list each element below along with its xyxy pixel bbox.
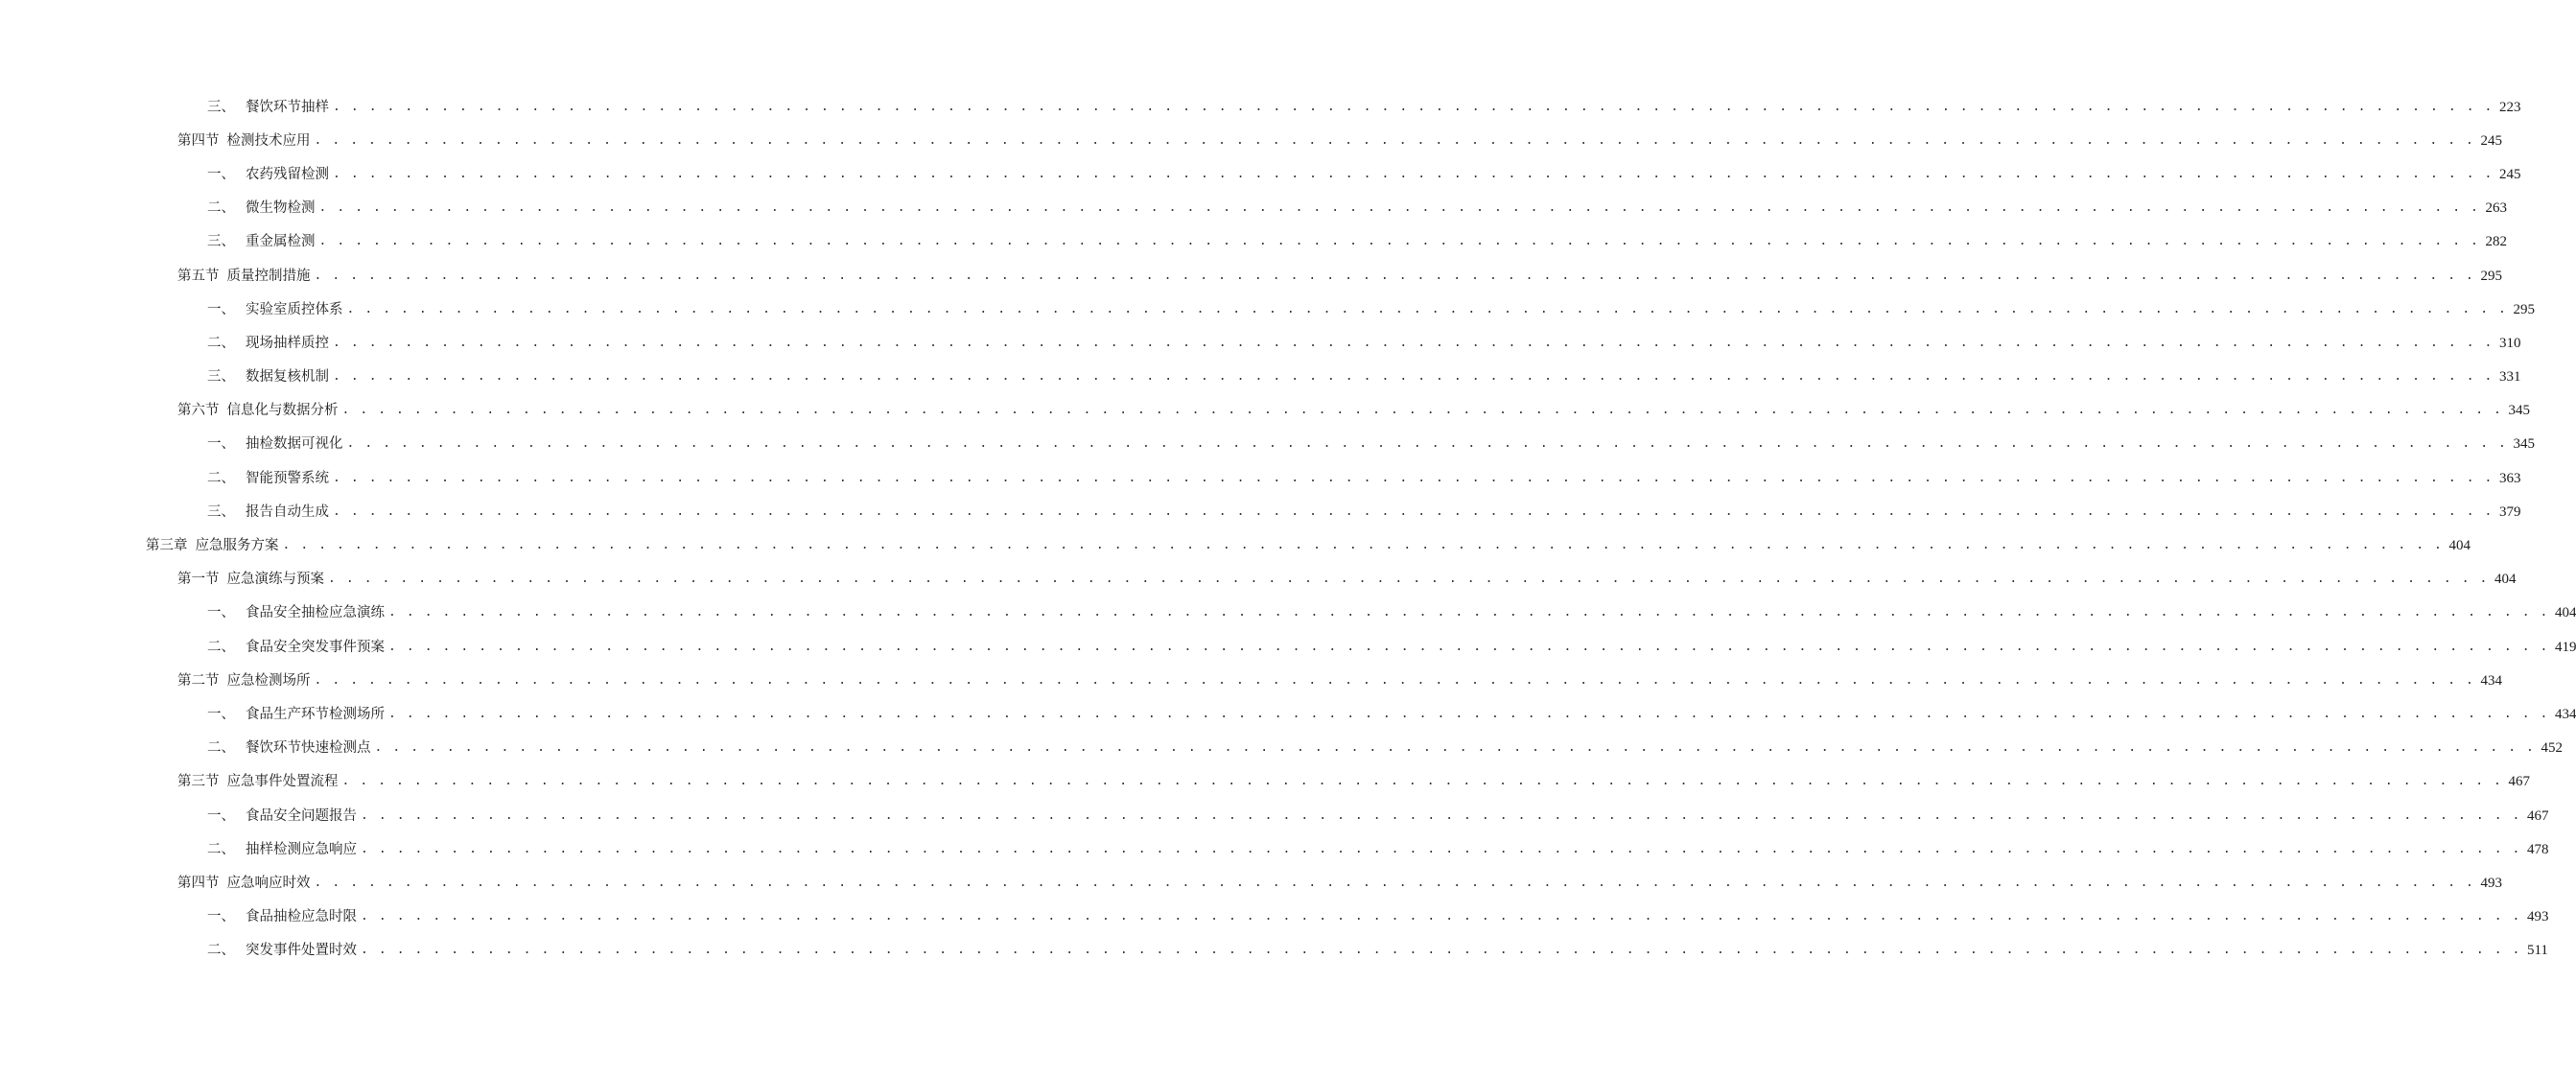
toc-entry-section[interactable] (0, 563, 2517, 596)
toc-entry-page: 493 (2480, 875, 2502, 891)
toc-entry-number: 二、 (207, 470, 235, 486)
toc-entry-page: 331 (2498, 369, 2521, 386)
toc-entry-section[interactable] (0, 394, 2530, 428)
toc-entry-title: 智能预警系统 (246, 470, 329, 486)
toc-entry-page: 245 (2480, 132, 2502, 149)
toc-entry-number: 三、 (207, 99, 235, 115)
toc-entry-page: 404 (2554, 605, 2576, 621)
toc-entry-title: 餐饮环节快速检测点 (246, 740, 371, 757)
toc-entry-number: 三、 (207, 234, 235, 250)
toc-entry-page: 310 (2498, 335, 2521, 351)
toc-entry-page: 511 (2526, 943, 2548, 959)
toc-entry-title: 食品生产环节检测场所 (246, 706, 385, 722)
toc-dot-leader: . . . . . . . . . . . . . . . . . . . . . . . . . . . . . . . . . . . . . . . . . . . . . . . . . . . . . . . . . . . . . . . . . . . . . . . . . . . . . . . . . . . . . . . . . . . . . . . . . . . . . . . . . . . . . . . . . . . . . . . . (361, 807, 2521, 823)
toc-entry-section[interactable] (0, 765, 2530, 799)
toc-dot-leader: . . . . . . . . . . . . . . . . . . . . . . . . . . . . . . . . . . . . . . . . . . . . . . . . . . . . . . . . . . . . . . . . . . . . . . . . . . . . . . . . . . . . . . . . . . . . . . . . . . . . . . . . . . . . . . . . . . . . . . . . (388, 605, 2549, 620)
toc-entry-title: 食品抽检应急时限 (246, 909, 357, 925)
toc-entry-number: 一、 (207, 909, 235, 925)
toc-dot-leader: . . . . . . . . . . . . . . . . . . . . . . . . . . . . . . . . . . . . . . . . . . . . . . . . . . . . . . . . . . . . . . . . . . . . . . . . . . . . . . . . . . . . . . . . . . . . . . . . . . . . . . . . . . . . . . . . . . . . . . . . (346, 436, 2508, 452)
toc-entry-page: 363 (2498, 470, 2521, 486)
toc-dot-leader: . . . . . . . . . . . . . . . . . . . . . . . . . . . . . . . . . . . . . . . . . . . . . . . . . . . . . . . . . . . . . . . . . . . . . . . . . . . . . . . . . . . . . . . . . . . . . . . . . . . . . . . . . . . . . . . . . . . . . . . . (346, 301, 2508, 316)
toc-entry-number: 一、 (207, 436, 235, 453)
toc-entry-number: 三、 (207, 369, 235, 386)
toc-dot-leader: . . . . . . . . . . . . . . . . . . . . . . . . . . . . . . . . . . . . . . . . . . . . . . . . . . . . . . . . . . . . . . . . . . . . . . . . . . . . . . . . . . . . . . . . . . . . . . . . . . . . . . . . . . . . . . . . . . . . . . . . (361, 943, 2521, 958)
toc-entry-item[interactable] (0, 697, 2576, 731)
toc-dot-leader: . . . . . . . . . . . . . . . . . . . . . . . . . . . . . . . . . . . . . . . . . . . . . . . . . . . . . . . . . . . . . . . . . . . . . . . . . . . . . . . . . . . . . . . . . . . . . . . . . . . . . . . . . . . . . . . . . . . . . . . . (341, 774, 2503, 789)
toc-dot-leader: . . . . . . . . . . . . . . . . . . . . . . . . . . . . . . . . . . . . . . . . . . . . . . . . . . . . . . . . . . . . . . . . . . . . . . . . . . . . . . . . . . . . . . . . . . . . . . . . . . . . . . . . . . . . . . . . . . . . . . . . (318, 234, 2480, 249)
toc-entry-section[interactable] (0, 259, 2502, 292)
toc-entry-number: 第五节 (177, 268, 220, 284)
toc-dot-leader: . . . . . . . . . . . . . . . . . . . . . . . . . . . . . . . . . . . . . . . . . . . . . . . . . . . . . . . . . . . . . . . . . . . . . . . . . . . . . . . . . . . . . . . . . . . . . . . . . . . . . . . . . . . . . . . . . . . . . . . . (318, 200, 2480, 216)
toc-entry-title: 重金属检测 (246, 234, 316, 250)
toc-entry-page: 345 (2513, 436, 2535, 453)
toc-dot-leader: . . . . . . . . . . . . . . . . . . . . . . . . . . . . . . . . . . . . . . . . . . . . . . . . . . . . . . . . . . . . . . . . . . . . . . . . . . . . . . . . . . . . . . . . . . . . . . . . . . . . . . . . . . . . . . . . . . . . . . . . (314, 268, 2475, 283)
toc-dot-leader: . . . . . . . . . . . . . . . . . . . . . . . . . . . . . . . . . . . . . . . . . . . . . . . . . . . . . . . . . . . . . . . . . . . . . . . . . . . . . . . . . . . . . . . . . . . . . . . . . . . . . . . . . . . . . . . . . . . . . . . . (333, 470, 2494, 485)
toc-entry-page: 295 (2513, 301, 2535, 317)
toc-entry-number: 一、 (207, 605, 235, 621)
table-of-contents (0, 90, 2576, 968)
toc-entry-title: 报告自动生成 (246, 503, 329, 520)
toc-entry-title: 食品安全问题报告 (246, 807, 357, 824)
toc-entry-page: 452 (2541, 740, 2563, 757)
toc-entry-title: 微生物检测 (246, 200, 316, 217)
toc-entry-number: 第三节 (177, 774, 220, 790)
toc-entry-section[interactable] (0, 866, 2502, 900)
toc-entry-title: 应急响应时效 (226, 875, 311, 891)
toc-entry-number: 第三章 (146, 538, 188, 554)
toc-entry-number: 一、 (207, 166, 235, 182)
toc-entry-number: 二、 (207, 639, 235, 655)
toc-entry-item[interactable] (0, 157, 2521, 191)
toc-entry-title: 数据复核机制 (246, 369, 329, 386)
toc-entry-item[interactable] (0, 361, 2521, 394)
toc-entry-title: 检测技术应用 (226, 132, 311, 149)
toc-entry-number: 第一节 (177, 572, 220, 588)
toc-dot-leader: . . . . . . . . . . . . . . . . . . . . . . . . . . . . . . . . . . . . . . . . . . . . . . . . . . . . . . . . . . . . . . . . . . . . . . . . . . . . . . . . . . . . . . . . . . . . . . . . . . . . . . . . . . . . . . . . . . . . . . . . (314, 875, 2475, 890)
toc-dot-leader: . . . . . . . . . . . . . . . . . . . . . . . . . . . . . . . . . . . . . . . . . . . . . . . . . . . . . . . . . . . . . . . . . . . . . . . . . . . . . . . . . . . . . . . . . . . . . . . . . . . . . . . . . . . . . . . . . . . . . . . . (333, 166, 2494, 181)
toc-entry-page: 379 (2498, 503, 2521, 520)
toc-entry-number: 第四节 (177, 132, 220, 149)
toc-entry-page: 223 (2498, 99, 2521, 115)
toc-entry-title: 突发事件处置时效 (246, 943, 357, 959)
toc-entry-item[interactable] (0, 596, 2576, 630)
toc-entry-number: 二、 (207, 335, 235, 351)
toc-entry-page: 245 (2498, 166, 2521, 182)
toc-entry-item[interactable] (0, 192, 2507, 225)
toc-entry-title: 应急事件处置流程 (226, 774, 339, 790)
toc-entry-number: 第六节 (177, 403, 220, 419)
toc-entry-number: 二、 (207, 740, 235, 757)
toc-entry-page: 345 (2508, 403, 2530, 419)
toc-entry-page: 282 (2485, 234, 2507, 250)
toc-entry-title: 应急检测场所 (226, 672, 311, 689)
toc-entry-number: 第四节 (177, 875, 220, 891)
toc-entry-page: 434 (2554, 706, 2576, 722)
toc-entry-title: 实验室质控体系 (246, 301, 343, 317)
toc-entry-title: 抽样检测应急响应 (246, 841, 357, 857)
toc-dot-leader: . . . . . . . . . . . . . . . . . . . . . . . . . . . . . . . . . . . . . . . . . . . . . . . . . . . . . . . . . . . . . . . . . . . . . . . . . . . . . . . . . . . . . . . . . . . . . . . . . . . . . . . . . . . . . . . . . . . . . . . . (328, 572, 2489, 587)
toc-entry-number: 二、 (207, 200, 235, 217)
toc-entry-section[interactable] (0, 124, 2502, 157)
toc-entry-number: 一、 (207, 301, 235, 317)
toc-entry-item[interactable] (0, 832, 2549, 866)
toc-entry-chapter[interactable] (0, 528, 2471, 562)
toc-entry-title: 现场抽样质控 (246, 335, 329, 351)
toc-dot-leader: . . . . . . . . . . . . . . . . . . . . . . . . . . . . . . . . . . . . . . . . . . . . . . . . . . . . . . . . . . . . . . . . . . . . . . . . . . . . . . . . . . . . . . . . . . . . . . . . . . . . . . . . . . . . . . . . . . . . . . . . (314, 672, 2475, 688)
toc-dot-leader: . . . . . . . . . . . . . . . . . . . . . . . . . . . . . . . . . . . . . . . . . . . . . . . . . . . . . . . . . . . . . . . . . . . . . . . . . . . . . . . . . . . . . . . . . . . . . . . . . . . . . . . . . . . . . . . . . . . . . . . . (333, 369, 2494, 385)
toc-entry-page: 263 (2485, 200, 2507, 217)
toc-entry-item[interactable] (0, 934, 2548, 968)
toc-entry-page: 404 (2448, 538, 2471, 554)
toc-entry-title: 餐饮环节抽样 (246, 99, 329, 115)
toc-dot-leader: . . . . . . . . . . . . . . . . . . . . . . . . . . . . . . . . . . . . . . . . . . . . . . . . . . . . . . . . . . . . . . . . . . . . . . . . . . . . . . . . . . . . . . . . . . . . . . . . . . . . . . . . . . . . . . . . . . . . . . . . (333, 335, 2494, 350)
toc-entry-page: 467 (2526, 807, 2549, 824)
toc-entry-title: 应急服务方案 (195, 538, 279, 554)
toc-entry-item[interactable] (0, 732, 2563, 765)
toc-dot-leader: . . . . . . . . . . . . . . . . . . . . . . . . . . . . . . . . . . . . . . . . . . . . . . . . . . . . . . . . . . . . . . . . . . . . . . . . . . . . . . . . . . . . . . . . . . . . . . . . . . . . . . . . . . . . . . . . . . . . . . . . (388, 706, 2549, 721)
toc-entry-item[interactable] (0, 799, 2549, 832)
toc-entry-item[interactable] (0, 90, 2521, 124)
toc-entry-section[interactable] (0, 664, 2502, 697)
toc-dot-leader: . . . . . . . . . . . . . . . . . . . . . . . . . . . . . . . . . . . . . . . . . . . . . . . . . . . . . . . . . . . . . . . . . . . . . . . . . . . . . . . . . . . . . . . . . . . . . . . . . . . . . . . . . . . . . . . . . . . . . . . . (314, 132, 2475, 148)
toc-entry-page: 404 (2494, 572, 2517, 588)
toc-dot-leader: . . . . . . . . . . . . . . . . . . . . . . . . . . . . . . . . . . . . . . . . . . . . . . . . . . . . . . . . . . . . . . . . . . . . . . . . . . . . . . . . . . . . . . . . . . . . . . . . . . . . . . . . . . . . . . . . . . . . . . . . (282, 538, 2444, 553)
toc-entry-number: 二、 (207, 943, 235, 959)
toc-entry-title: 农药残留检测 (246, 166, 329, 182)
toc-entry-item[interactable] (0, 428, 2535, 461)
toc-entry-title: 信息化与数据分析 (226, 403, 339, 419)
toc-entry-item[interactable] (0, 225, 2507, 259)
toc-entry-title: 质量控制措施 (226, 268, 311, 284)
toc-dot-leader: . . . . . . . . . . . . . . . . . . . . . . . . . . . . . . . . . . . . . . . . . . . . . . . . . . . . . . . . . . . . . . . . . . . . . . . . . . . . . . . . . . . . . . . . . . . . . . . . . . . . . . . . . . . . . . . . . . . . . . . . (374, 740, 2536, 756)
toc-entry-page: 434 (2480, 672, 2502, 689)
toc-dot-leader: . . . . . . . . . . . . . . . . . . . . . . . . . . . . . . . . . . . . . . . . . . . . . . . . . . . . . . . . . . . . . . . . . . . . . . . . . . . . . . . . . . . . . . . . . . . . . . . . . . . . . . . . . . . . . . . . . . . . . . . . (361, 841, 2521, 856)
toc-entry-number: 一、 (207, 807, 235, 824)
toc-entry-item[interactable] (0, 292, 2535, 326)
toc-entry-page: 467 (2508, 774, 2530, 790)
toc-entry-number: 三、 (207, 503, 235, 520)
toc-entry-page: 493 (2526, 909, 2549, 925)
toc-entry-item[interactable] (0, 326, 2521, 360)
toc-entry-page: 478 (2526, 841, 2549, 857)
toc-dot-leader: . . . . . . . . . . . . . . . . . . . . . . . . . . . . . . . . . . . . . . . . . . . . . . . . . . . . . . . . . . . . . . . . . . . . . . . . . . . . . . . . . . . . . . . . . . . . . . . . . . . . . . . . . . . . . . . . . . . . . . . . (333, 503, 2494, 519)
toc-entry-page: 419 (2554, 639, 2576, 655)
toc-entry-number: 二、 (207, 841, 235, 857)
toc-entry-item[interactable] (0, 461, 2521, 495)
toc-dot-leader: . . . . . . . . . . . . . . . . . . . . . . . . . . . . . . . . . . . . . . . . . . . . . . . . . . . . . . . . . . . . . . . . . . . . . . . . . . . . . . . . . . . . . . . . . . . . . . . . . . . . . . . . . . . . . . . . . . . . . . . . (341, 403, 2503, 418)
toc-entry-title: 食品安全抽检应急演练 (246, 605, 385, 621)
toc-entry-title: 食品安全突发事件预案 (246, 639, 385, 655)
toc-entry-number: 一、 (207, 706, 235, 722)
toc-dot-leader: . . . . . . . . . . . . . . . . . . . . . . . . . . . . . . . . . . . . . . . . . . . . . . . . . . . . . . . . . . . . . . . . . . . . . . . . . . . . . . . . . . . . . . . . . . . . . . . . . . . . . . . . . . . . . . . . . . . . . . . . (388, 639, 2549, 654)
toc-entry-item[interactable] (0, 630, 2576, 664)
toc-dot-leader: . . . . . . . . . . . . . . . . . . . . . . . . . . . . . . . . . . . . . . . . . . . . . . . . . . . . . . . . . . . . . . . . . . . . . . . . . . . . . . . . . . . . . . . . . . . . . . . . . . . . . . . . . . . . . . . . . . . . . . . . (361, 909, 2521, 924)
toc-entry-title: 抽检数据可视化 (246, 436, 343, 453)
toc-entry-item[interactable] (0, 901, 2549, 934)
toc-dot-leader: . . . . . . . . . . . . . . . . . . . . . . . . . . . . . . . . . . . . . . . . . . . . . . . . . . . . . . . . . . . . . . . . . . . . . . . . . . . . . . . . . . . . . . . . . . . . . . . . . . . . . . . . . . . . . . . . . . . . . . . . (333, 99, 2494, 114)
toc-entry-page: 295 (2480, 268, 2502, 284)
toc-entry-number: 第二节 (177, 672, 220, 689)
toc-entry-item[interactable] (0, 495, 2521, 528)
toc-entry-title: 应急演练与预案 (226, 572, 324, 588)
